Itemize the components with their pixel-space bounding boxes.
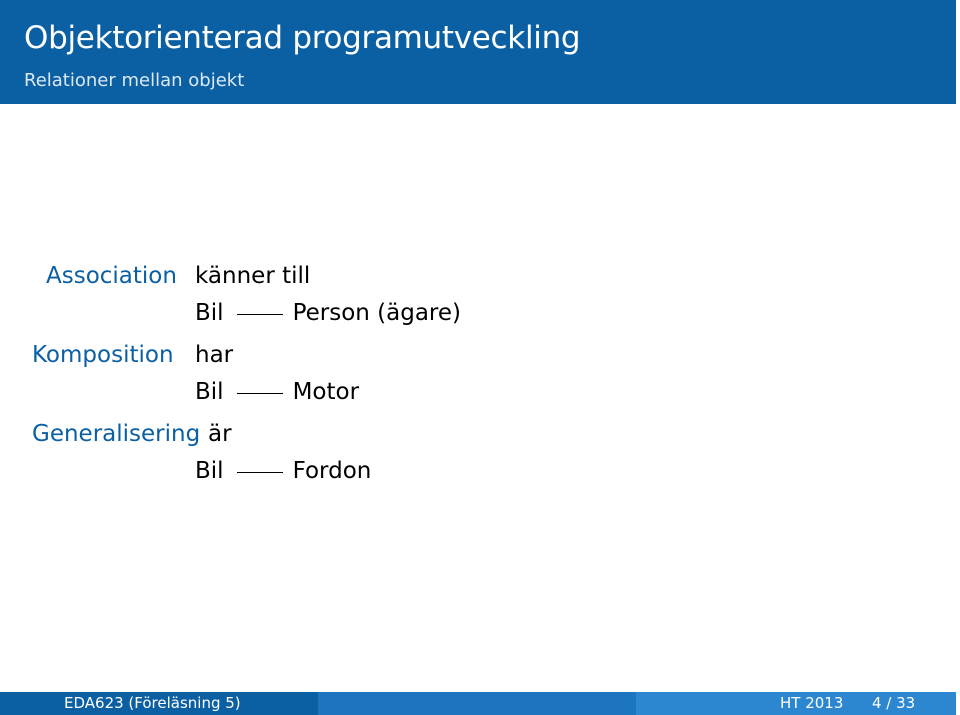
relation-line — [237, 314, 283, 315]
footer-term: HT 2013 — [780, 694, 844, 712]
relation-left: Bil — [195, 379, 224, 405]
term-generalization: Generalisering — [32, 421, 201, 447]
meaning-composition: har — [195, 342, 234, 368]
relation-example-generalization — [195, 458, 371, 484]
relation-right: Fordon — [292, 458, 372, 484]
meaning-association: känner till — [195, 263, 311, 289]
footer-bar — [0, 692, 956, 715]
page-title: Objektorienterad programutveckling — [24, 20, 581, 56]
page-subtitle: Relationer mellan objekt — [24, 70, 245, 91]
relation-left: Bil — [195, 458, 224, 484]
relation-line — [237, 472, 283, 473]
relation-right: Motor — [292, 379, 360, 405]
footer-course: EDA623 (Föreläsning 5) — [64, 694, 241, 712]
footer-course-section — [0, 692, 318, 715]
footer-page-number: 4 / 33 — [872, 694, 916, 712]
relation-left: Bil — [195, 300, 224, 326]
header-bar — [0, 0, 956, 104]
term-association: Association — [46, 263, 177, 289]
footer-middle-section — [318, 692, 636, 715]
meaning-generalization: är — [208, 421, 232, 447]
relation-example-association — [195, 300, 461, 326]
term-composition: Komposition — [32, 342, 174, 368]
relation-example-composition — [195, 379, 359, 405]
relation-line — [237, 393, 283, 394]
footer-info-section — [636, 692, 956, 715]
relation-right: Person (ägare) — [292, 300, 461, 326]
